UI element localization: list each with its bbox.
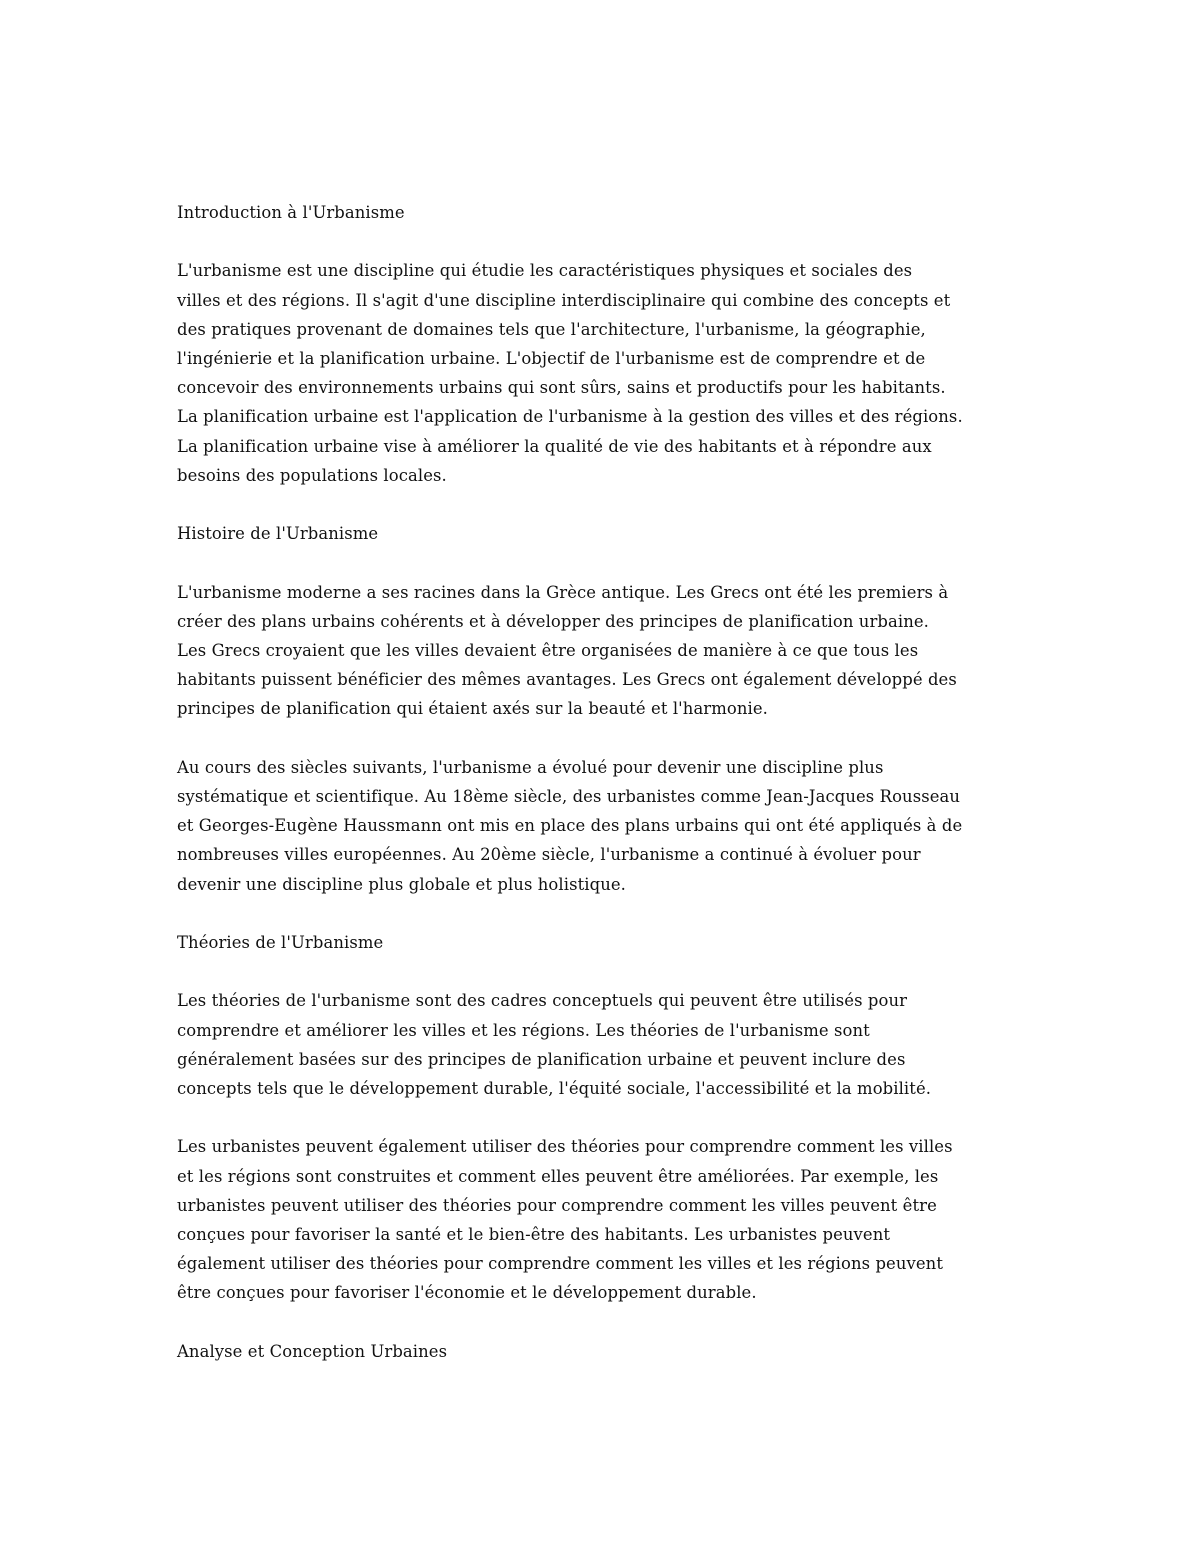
text-line: principes de planification qui étaient axés sur la beauté et l'harmonie. — [177, 699, 768, 719]
text-line: comprendre et améliorer les villes et les régions. Les théories de l'urbanisme sont — [177, 1020, 870, 1040]
text-line: également utiliser des théories pour comprendre comment les villes et les régions peuvent — [177, 1254, 944, 1274]
text-line: et les régions sont construites et comment elles peuvent être améliorées. Par exemple, les — [177, 1166, 939, 1186]
text-line: créer des plans urbains cohérents et à développer des principes de planification urbaine. — [177, 611, 929, 631]
document-body — [177, 198, 1057, 1395]
paragraph — [177, 753, 1057, 899]
text-line: concepts tels que le développement durable, l'équité sociale, l'accessibilité et la mobilité. — [177, 1079, 932, 1098]
paragraph — [177, 1132, 1057, 1307]
text-line: concevoir des environnements urbains qui sont sûrs, sains et productifs pour les habitants. — [177, 378, 946, 398]
text-line: villes et des régions. Il s'agit d'une discipline interdisciplinaire qui combine des concepts et — [177, 290, 951, 310]
text-line: être conçues pour favoriser l'économie et le développement durable. — [177, 1283, 757, 1303]
text-line: La planification urbaine vise à améliorer la qualité de vie des habitants et à répondre aux — [177, 436, 932, 456]
text-line: urbanistes peuvent utiliser des théories pour comprendre comment les villes peuvent être — [177, 1195, 937, 1215]
text-line: habitants puissent bénéficier des mêmes avantages. Les Grecs ont également développé des — [177, 670, 957, 690]
text-line: l'ingénierie et la planification urbaine. L'objectif de l'urbanisme est de comprendre et de — [177, 349, 926, 368]
paragraph — [177, 578, 1057, 724]
text-line: besoins des populations locales. — [177, 465, 447, 485]
text-line: L'urbanisme moderne a ses racines dans la Grèce antique. Les Grecs ont été les premiers à — [177, 582, 949, 602]
text-line: des pratiques provenant de domaines tels que l'architecture, l'urbanisme, la géographie, — [177, 319, 926, 339]
text-line: devenir une discipline plus globale et plus holistique. — [177, 874, 626, 894]
section-heading-theories: Théories de l'Urbanisme — [177, 933, 384, 952]
text-line: systématique et scientifique. Au 18ème siècle, des urbanistes comme Jean-Jacques Rousseau — [177, 787, 961, 806]
text-line: généralement basées sur des principes de planification urbaine et peuvent inclure des — [177, 1049, 906, 1069]
section-heading-histoire: Histoire de l'Urbanisme — [177, 524, 379, 544]
paragraph — [177, 256, 1057, 490]
text-line: La planification urbaine est l'application de l'urbanisme à la gestion des villes et des régions. — [177, 407, 963, 427]
text-line: nombreuses villes européennes. Au 20ème siècle, l'urbanisme a continué à évoluer pour — [177, 845, 921, 865]
text-line: L'urbanisme est une discipline qui étudie les caractéristiques physiques et sociales des — [177, 261, 913, 281]
section-heading-analyse: Analyse et Conception Urbaines — [177, 1341, 448, 1361]
text-line: et Georges-Eugène Haussmann ont mis en place des plans urbains qui ont été appliqués à de — [177, 816, 963, 836]
text-line: conçues pour favoriser la santé et le bien-être des habitants. Les urbanistes peuvent — [177, 1225, 891, 1244]
text-line: Les théories de l'urbanisme sont des cadres conceptuels qui peuvent être utilisés pour — [177, 991, 908, 1011]
section-heading-introduction: Introduction à l'Urbanisme — [177, 203, 405, 222]
paragraph — [177, 986, 1057, 1103]
text-line: Les Grecs croyaient que les villes devaient être organisées de manière à ce que tous les — [177, 641, 919, 660]
text-line: Au cours des siècles suivants, l'urbanisme a évolué pour devenir une discipline plus — [177, 757, 884, 777]
text-line: Les urbanistes peuvent également utiliser des théories pour comprendre comment les villes — [177, 1137, 953, 1157]
